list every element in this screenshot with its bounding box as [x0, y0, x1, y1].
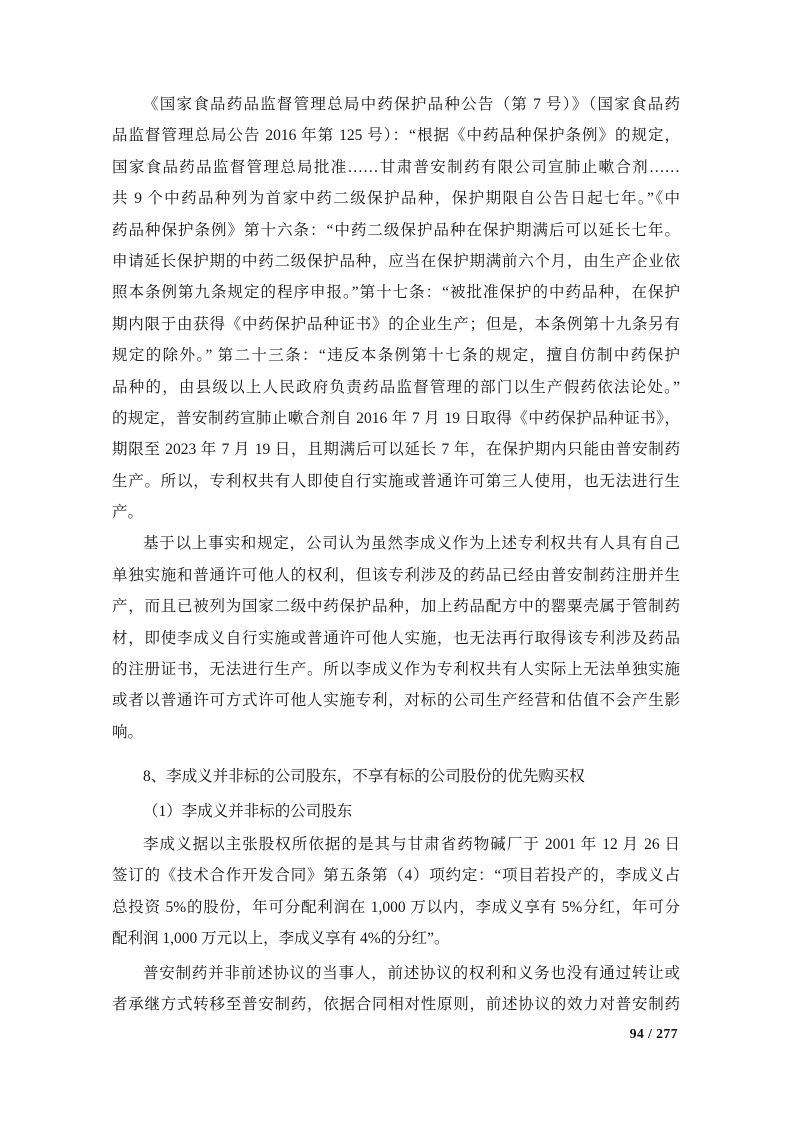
- text-line: 总投资 5%的股份，年可分配利润在 1,000 万以内，李成义享有 5%分红，年可分: [112, 898, 680, 916]
- text-line: 或者以普通许可方式许可他人实施专利，对标的公司生产经营和估值不会产生影: [112, 692, 680, 710]
- text-line: 响。: [112, 723, 144, 741]
- paragraph: [112, 89, 680, 528]
- text-line: 产。: [112, 504, 144, 522]
- text-line: 品种的，由县级以上人民政府负责药品监督管理的部门以生产假药依法论处。”: [112, 378, 680, 396]
- text-line: 共 9 个中药品种列为首家中药二级保护品种，保护期限自公告日起七年。”《中: [112, 190, 680, 208]
- text-line: 国家食品药品监督管理总局批准……甘肃普安制药有限公司宣肺止嗽合剂……: [112, 158, 680, 176]
- paragraph: [112, 958, 680, 1021]
- text-line: 期内限于由获得《中药保护品种证书》的企业生产；但是，本条例第十九条另有: [112, 315, 680, 333]
- text-line: 的注册证书，无法进行生产。所以李成义作为专利权共有人实际上无法单独实施: [112, 661, 680, 679]
- document-body: [112, 89, 680, 1020]
- text-line: （1）李成义并非标的公司股东: [143, 802, 353, 820]
- text-line: 签订的《技术合作开发合同》第五条第（4）项约定：“项目若投产的，李成义占: [112, 867, 680, 885]
- text-line: 配利润 1,000 万元以上，李成义享有 4%的分红”。: [112, 930, 450, 948]
- text-line: 材，即使李成义自行实施或普通许可他人实施，也无法再行取得该专利涉及药品: [112, 629, 680, 647]
- text-line: 李成义据以主张股权所依据的是其与甘肃省药物碱厂于 2001 年 12 月 26 日: [143, 835, 680, 853]
- text-line: 规定的除外。” 第二十三条：“违反本条例第十七条的规定，擅自仿制中药保护: [112, 347, 680, 365]
- sub-heading: [112, 796, 680, 827]
- text-line: 照本条例第九条规定的程序申报。”第十七条：“被批准保护的中药品种，在保护: [112, 284, 680, 302]
- text-line: 基于以上事实和规定，公司认为虽然李成义作为上述专利权共有人具有自己: [143, 535, 680, 553]
- text-line: 《国家食品药品监督管理总局中药保护品种公告（第 7 号）》（国家食品药: [143, 96, 680, 113]
- text-line: 产，而且已被列为国家二级中药保护品种，加上药品配方中的罂粟壳属于管制药: [112, 598, 680, 616]
- text-line: 者承继方式转移至普安制药，依据合同相对性原则，前述协议的效力对普安制药: [112, 995, 680, 1013]
- text-line: 品监督管理总局公告 2016 年第 125 号）：“根据《中药品种保护条例》的规定，: [112, 127, 680, 145]
- text-line: 普安制药并非前述协议的当事人，前述协议的权利和义务也没有通过转让或: [143, 964, 680, 982]
- paragraph: [112, 528, 680, 748]
- text-line: 药品种保护条例》第十六条：“中药二级保护品种在保护期满后可以延长七年。: [112, 221, 680, 239]
- page-number: 94 / 277: [629, 1026, 678, 1041]
- section-heading: [112, 761, 680, 792]
- text-line: 生产。所以，专利权共有人即使自行实施或普通许可第三人使用，也无法进行生: [112, 472, 680, 490]
- paragraph: [112, 829, 680, 955]
- text-line: 申请延长保护期的中药二级保护品种，应当在保护期满前六个月，由生产企业依: [112, 252, 680, 270]
- text-line: 的规定，普安制药宣肺止嗽合剂自 2016 年 7 月 19 日取得《中药保护品种证书》，: [112, 409, 680, 427]
- text-line: 期限至 2023 年 7 月 19 日，且期满后可以延长 7 年，在保护期内只能由普安制药: [112, 441, 680, 459]
- text-line: 单独实施和普通许可他人的权利，但该专利涉及的药品已经由普安制药注册并生: [112, 566, 680, 584]
- text-line: 8、李成义并非标的公司股东，不享有标的公司股份的优先购买权: [143, 768, 585, 786]
